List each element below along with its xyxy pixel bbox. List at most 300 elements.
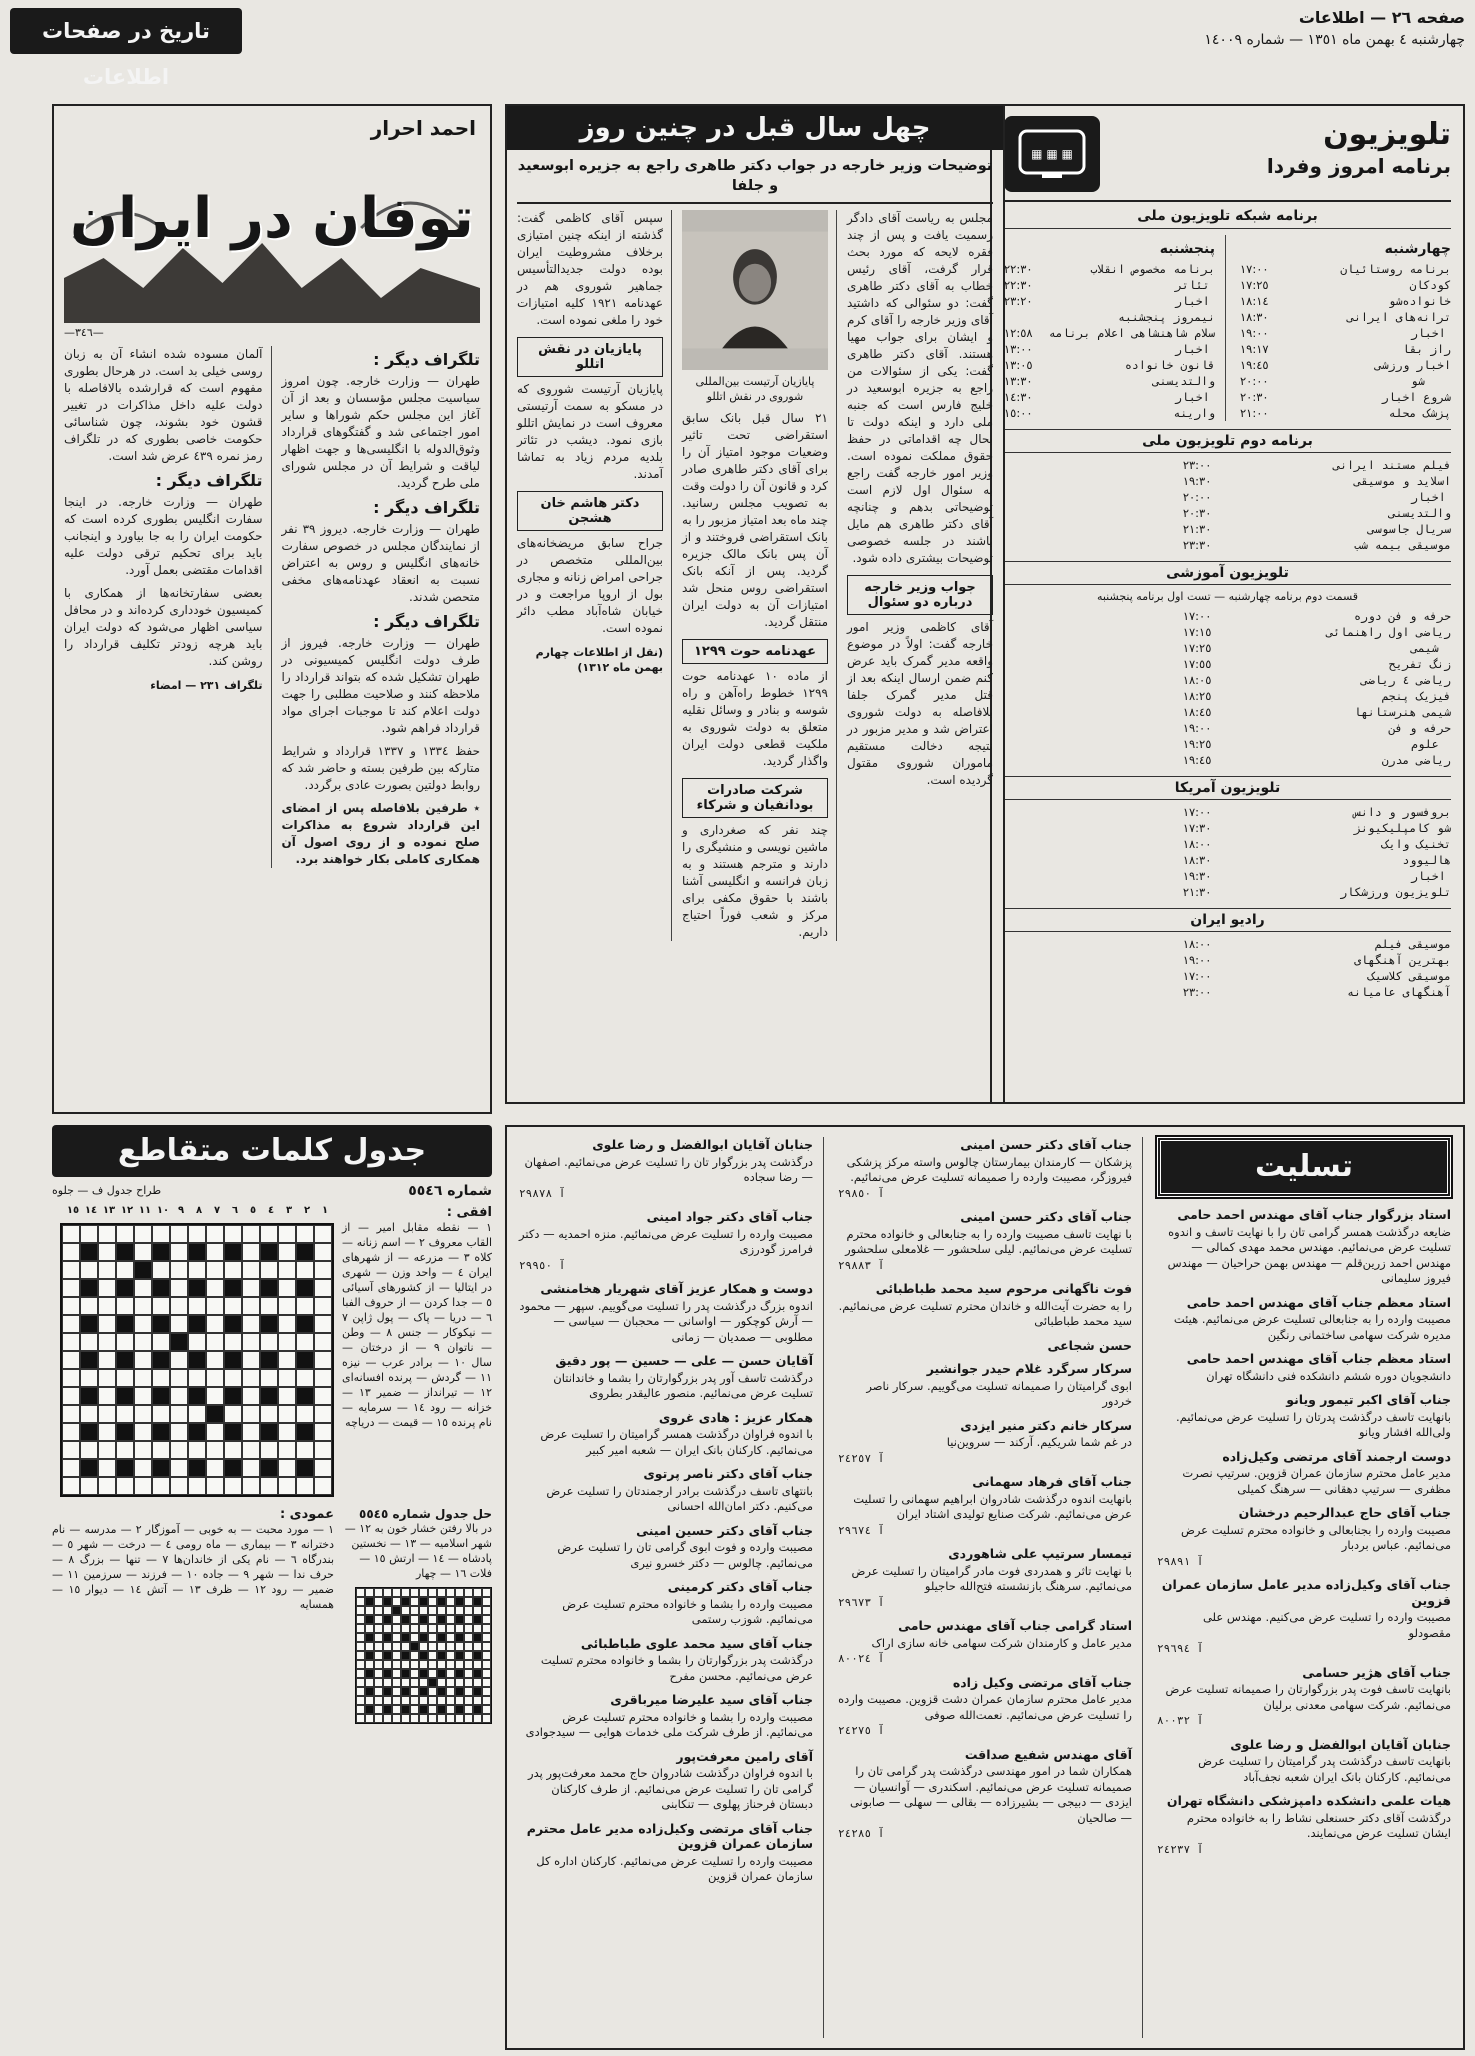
crossword-cell[interactable] [98, 1225, 116, 1243]
tv-us-row [1183, 836, 1451, 852]
crossword-cell[interactable] [134, 1441, 152, 1459]
notice-body: با اندوه فراوان درگذشت شادروان حاج محمد معرفت‌پور پدر گرامی تان را تسلیت عرض می‌نمائیم. از طرف کارکنان دبستان فرحناز پهلوی — تنکابنی [528, 1766, 813, 1811]
notice-code: آ ٢٩٦٩٤ [1157, 1642, 1204, 1655]
crossword-cell[interactable] [134, 1315, 152, 1333]
crossword-cell[interactable] [206, 1333, 224, 1351]
crossword-black-cell [152, 1459, 170, 1477]
crossword-cell[interactable] [206, 1369, 224, 1387]
tv-schedule-edu [1183, 608, 1451, 768]
crossword-cell [437, 1714, 446, 1723]
crossword-cell [383, 1660, 392, 1669]
crossword-cell[interactable] [170, 1225, 188, 1243]
crossword-cell[interactable] [296, 1333, 314, 1351]
crossword-cell[interactable] [98, 1243, 116, 1261]
condolence-notice [519, 1353, 813, 1402]
storm-p8: حفظ ١٣٣٤ و ١٣٣٧ قرارداد و شرایط متارکه بین طرفین بسته و حاضر شد که روابط دولتین بصورت عادی برگردد. [281, 744, 480, 792]
program-title: علوم [1411, 737, 1439, 751]
crossword-cell[interactable] [98, 1387, 116, 1405]
program-title: حرفه و فن [1388, 721, 1451, 735]
crossword-cell[interactable] [314, 1459, 332, 1477]
crossword-cell[interactable] [116, 1477, 134, 1495]
crossword-cell[interactable] [314, 1225, 332, 1243]
crossword-cell[interactable] [242, 1477, 260, 1495]
crossword-cell[interactable] [170, 1441, 188, 1459]
crossword-cell[interactable] [278, 1243, 296, 1261]
program-title: ریاضی ٤ ریاضی [1360, 673, 1451, 687]
program-title: وارینه [1173, 406, 1215, 420]
crossword-cell[interactable] [296, 1441, 314, 1459]
notice-recipient: جناب آقای مرتضی وکیل‌زاده مدیر عامل محترم سازمان عمران قزوین [526, 1820, 813, 1851]
crossword-cell[interactable] [206, 1225, 224, 1243]
crossword-title: جدول کلمات متقاطع [52, 1125, 492, 1177]
crossword-cell[interactable] [80, 1477, 98, 1495]
condolence-notice [519, 1821, 813, 1885]
notice-code: آ ٢٤٢٣٧ [1157, 1842, 1204, 1856]
crossword-cell[interactable] [188, 1369, 206, 1387]
crossword-cell[interactable] [134, 1459, 152, 1477]
crossword-cell [473, 1624, 482, 1633]
crossword-cell[interactable] [152, 1261, 170, 1279]
crossword-cell[interactable] [134, 1297, 152, 1315]
tv-schedule-radio [1183, 936, 1451, 1000]
crossword-cell[interactable] [242, 1459, 260, 1477]
crossword-cell[interactable] [134, 1333, 152, 1351]
crossword-cell [446, 1588, 455, 1597]
crossword-cell[interactable] [206, 1261, 224, 1279]
crossword-cell[interactable] [206, 1351, 224, 1369]
crossword-cell[interactable] [206, 1315, 224, 1333]
crossword-cell[interactable] [80, 1405, 98, 1423]
forty-years-col2: ٢١ سال قبل بانک سابق استقراضی تحت تاثیر وضعیات موجود امتیاز آن را برای آقای دکتر طاهری صادر کرد و قانون آن را دولت وقت به تصویب مجلس رسانید. چند ماه بعد امتیاز مزبور را به بانک استقراضی فروختند و از آن پس بانک مالک جزیره گردید. پس از آنکه بانک استقراضی روس منحل شد امتیازات آن به دولت ایران منتقل گردید. [682, 411, 828, 629]
crossword-cell [392, 1714, 401, 1723]
notice-body: درگذشت آقای دکتر حسنعلی نشاط را به خانواده محترم ایشان تسلیت عرض می‌نمایند. [1186, 1810, 1451, 1840]
crossword-cell[interactable] [242, 1261, 260, 1279]
artist-photo-caption: پایازیان آرتیست بین‌المللی شوروی در نقش اتللو [695, 375, 815, 403]
crossword-cell[interactable] [278, 1477, 296, 1495]
crossword-cell[interactable] [260, 1441, 278, 1459]
crossword-cell[interactable] [116, 1441, 134, 1459]
crossword-cell [410, 1696, 419, 1705]
crossword-cell [356, 1678, 365, 1687]
program-title: شیمی [1411, 641, 1439, 655]
crossword-cell[interactable] [296, 1477, 314, 1495]
crossword-cell[interactable] [278, 1333, 296, 1351]
crossword-cell[interactable] [278, 1261, 296, 1279]
crossword-grid[interactable] [60, 1223, 334, 1497]
notice-body: مصیبت وارده و فوت ابوی گرامی تان را تسلیت عرض می‌نمائیم. چالوس — دکتر خسرو نیری [557, 1540, 813, 1570]
crossword-cell[interactable] [206, 1243, 224, 1261]
crossword-cell[interactable] [278, 1279, 296, 1297]
notice-code: آ ٢٩٨٩١ [1157, 1554, 1204, 1568]
crossword-cell[interactable] [314, 1441, 332, 1459]
crossword-cell[interactable] [134, 1243, 152, 1261]
crossword-cell[interactable] [62, 1405, 80, 1423]
crossword-cell[interactable] [224, 1405, 242, 1423]
notice-recipient: جنابان آقایان ابوالفضل و رضا علوی [1230, 1736, 1451, 1752]
crossword-cell [383, 1696, 392, 1705]
crossword-cell[interactable] [170, 1477, 188, 1495]
notice-recipient: جناب آقای حاج عبدالرحیم درخشان [1238, 1505, 1451, 1520]
crossword-cell [392, 1678, 401, 1687]
crossword-cell [464, 1624, 473, 1633]
program-title: موسیقی کلاسیک [1367, 969, 1451, 983]
crossword-cell [374, 1687, 383, 1696]
crossword-cell[interactable] [278, 1297, 296, 1315]
crossword-cell[interactable] [242, 1225, 260, 1243]
tv-thu-row [1004, 405, 1215, 421]
crossword-cell[interactable] [242, 1369, 260, 1387]
crossword-cell[interactable] [242, 1405, 260, 1423]
crossword-cell[interactable] [170, 1459, 188, 1477]
crossword-cell[interactable] [116, 1369, 134, 1387]
crossword-cell[interactable] [98, 1279, 116, 1297]
crossword-cell[interactable] [188, 1297, 206, 1315]
crossword-cell[interactable] [80, 1225, 98, 1243]
box1-title: عهدنامه حوت ١٢٩٩ [682, 639, 828, 664]
crossword-cell [365, 1660, 374, 1669]
crossword-cell[interactable] [260, 1369, 278, 1387]
crossword-cell[interactable] [242, 1279, 260, 1297]
program-title: تئاتر [1175, 278, 1210, 292]
crossword-cell[interactable] [260, 1297, 278, 1315]
crossword-cell [455, 1588, 464, 1597]
crossword-cell[interactable] [188, 1477, 206, 1495]
crossword-cell [464, 1696, 473, 1705]
crossword-cell [365, 1696, 374, 1705]
crossword-cell[interactable] [314, 1351, 332, 1369]
crossword-black-cell [473, 1669, 482, 1678]
crossword-cell[interactable] [242, 1297, 260, 1315]
crossword-cell[interactable] [296, 1369, 314, 1387]
tv-edu-row [1183, 704, 1451, 720]
crossword-cell [482, 1588, 491, 1597]
condolence-notice [838, 1546, 1132, 1610]
column-number: ٥ [249, 1205, 257, 1216]
crossword-cell[interactable] [98, 1333, 116, 1351]
notice-code: آ ٢٩٨٨٣ [838, 1258, 885, 1272]
crossword-cell[interactable] [206, 1279, 224, 1297]
tv-edu-row [1183, 752, 1451, 768]
crossword-cell[interactable] [296, 1297, 314, 1315]
crossword-cell [464, 1714, 473, 1723]
crossword-cell[interactable] [62, 1333, 80, 1351]
notice-body: با نهایت تاسف مصیبت وارده را به جنابعالی و خانواده محترم تسلیت عرض می‌نمائیم. لیلی سلحشور — غلامعلی سلحشور [845, 1226, 1132, 1256]
crossword-cell[interactable] [170, 1243, 188, 1261]
crossword-cell[interactable] [242, 1441, 260, 1459]
notice-body: پزشکان — کارمندان بیمارستان چالوس واسته مرکز پزشکی فیروزگر، مصیبت وارده را صمیمانه تسلیت عرض می‌نمائیم. [846, 1154, 1132, 1184]
crossword-black-cell [455, 1597, 464, 1606]
notice-recipient: جناب آقای دکتر جواد امینی [646, 1209, 813, 1224]
notice-recipient: استاد بزرگوار جناب آقای مهندس احمد حامی [1177, 1207, 1451, 1222]
crossword-cell[interactable] [242, 1387, 260, 1405]
crossword-cell[interactable] [116, 1225, 134, 1243]
crossword-cell[interactable] [260, 1477, 278, 1495]
crossword-cell [392, 1669, 401, 1678]
crossword-cell [374, 1705, 383, 1714]
crossword-cell [374, 1678, 383, 1687]
crossword-cell[interactable] [278, 1387, 296, 1405]
crossword-cell[interactable] [62, 1351, 80, 1369]
notice-code: آ ٢٩٨٧٨ [519, 1186, 566, 1200]
crossword-cell[interactable] [206, 1387, 224, 1405]
crossword-cell[interactable] [206, 1459, 224, 1477]
crossword-cell[interactable] [116, 1333, 134, 1351]
crossword-cell[interactable] [170, 1261, 188, 1279]
crossword-cell[interactable] [98, 1459, 116, 1477]
crossword-cell[interactable] [98, 1315, 116, 1333]
notice-body: مصیبت وارده را تسلیت عرض می‌کنیم. مهندس علی مقصودلو [1202, 1610, 1451, 1640]
crossword-cell[interactable] [314, 1279, 332, 1297]
program-time: ١٧:٥٥ [1182, 657, 1212, 671]
crossword-cell[interactable] [260, 1405, 278, 1423]
tv-wed-row [1240, 261, 1451, 277]
crossword-cell[interactable] [278, 1405, 296, 1423]
crossword-cell[interactable] [296, 1225, 314, 1243]
crossword-cell[interactable] [80, 1261, 98, 1279]
crossword-cell[interactable] [116, 1261, 134, 1279]
notice-recipient: جنابان آقایان ابوالفضل و رضا علوی [592, 1137, 813, 1152]
crossword-black-cell [401, 1687, 410, 1696]
crossword-cell[interactable] [224, 1261, 242, 1279]
crossword-cell[interactable] [314, 1387, 332, 1405]
crossword-cell[interactable] [62, 1279, 80, 1297]
crossword-cell [383, 1714, 392, 1723]
crossword-cell[interactable] [62, 1387, 80, 1405]
crossword-cell[interactable] [188, 1333, 206, 1351]
crossword-cell[interactable] [314, 1297, 332, 1315]
tv-logo [1004, 116, 1100, 192]
crossword-cell [374, 1651, 383, 1660]
crossword-cell[interactable] [206, 1423, 224, 1441]
crossword-cell[interactable] [314, 1369, 332, 1387]
crossword-cell[interactable] [134, 1369, 152, 1387]
crossword-cell[interactable] [188, 1261, 206, 1279]
crossword-black-cell [116, 1351, 134, 1369]
crossword-cell[interactable] [278, 1315, 296, 1333]
crossword-cell[interactable] [314, 1315, 332, 1333]
crossword-cell[interactable] [170, 1387, 188, 1405]
crossword-cell [374, 1633, 383, 1642]
crossword-cell [383, 1642, 392, 1651]
notice-body: ابوی گرامیتان را صمیمانه تسلیت می‌گوییم. سرکار ناصر خردور [866, 1378, 1132, 1408]
storm-p1: طهران — وزارت خارجه. چون امروز سیاسیت مجلس مؤسسان و بعد از آن آغاز این مجلس حکم شوراها و سایر امور اجتماعی شد و گفتگوهای قرارداد وثوق‌الدوله با انگلیسی‌ها و جهت اظهار لیاقت و شرایط آن در مجلس شورای ملی طرح گردید. [281, 374, 480, 490]
crossword-cell[interactable] [134, 1405, 152, 1423]
crossword-cell[interactable] [224, 1441, 242, 1459]
crossword-cell [446, 1615, 455, 1624]
crossword-cell[interactable] [134, 1387, 152, 1405]
crossword-cell[interactable] [170, 1423, 188, 1441]
condolence-notice [1157, 1295, 1451, 1344]
crossword-cell[interactable] [62, 1315, 80, 1333]
crossword-cell[interactable] [98, 1351, 116, 1369]
crossword-cell[interactable] [134, 1225, 152, 1243]
crossword-cell[interactable] [224, 1225, 242, 1243]
crossword-cell[interactable] [314, 1423, 332, 1441]
crossword-cell [446, 1696, 455, 1705]
program-time: ١٨:٣٠ [1240, 310, 1269, 324]
program-time: ١٨:٢٥ [1182, 689, 1212, 703]
notice-recipient: سرکار سرگرد غلام حیدر جوانشیر [926, 1361, 1132, 1376]
crossword-cell[interactable] [188, 1225, 206, 1243]
crossword-cell[interactable] [152, 1225, 170, 1243]
tv-subtitle: برنامه امروز وفردا [1266, 154, 1451, 178]
crossword-cell[interactable] [170, 1279, 188, 1297]
crossword-cell[interactable] [206, 1441, 224, 1459]
crossword-cell[interactable] [98, 1441, 116, 1459]
column-number: ١٠ [156, 1205, 170, 1216]
tv-net2-row [1183, 489, 1451, 505]
crossword-cell[interactable] [278, 1459, 296, 1477]
crossword-column-numbers [52, 1205, 334, 1223]
crossword-cell[interactable] [134, 1279, 152, 1297]
crossword-cell[interactable] [134, 1477, 152, 1495]
crossword-cell[interactable] [296, 1261, 314, 1279]
crossword-black-cell [401, 1615, 410, 1624]
crossword-cell[interactable] [80, 1297, 98, 1315]
crossword-cell [455, 1678, 464, 1687]
crossword-cell[interactable] [62, 1261, 80, 1279]
program-time: ٢١:٣٠ [1182, 885, 1212, 899]
crossword-cell[interactable] [116, 1405, 134, 1423]
crossword-cell[interactable] [80, 1441, 98, 1459]
crossword-cell[interactable] [98, 1261, 116, 1279]
crossword-cell[interactable] [62, 1369, 80, 1387]
crossword-cell[interactable] [206, 1477, 224, 1495]
crossword-cell[interactable] [170, 1351, 188, 1369]
crossword-cell[interactable] [62, 1225, 80, 1243]
crossword-cell[interactable] [224, 1297, 242, 1315]
crossword-cell[interactable] [62, 1441, 80, 1459]
condolence-notice [1157, 1351, 1451, 1384]
crossword-cell[interactable] [188, 1441, 206, 1459]
program-title: فیلم مستند ایرانی [1333, 458, 1451, 472]
crossword-cell[interactable] [98, 1423, 116, 1441]
notice-body: همکاران شما در امور مهندسی درگذشت پدر گرامی تان را صمیمانه تسلیت عرض می‌نمائیم. اسکندری — آوانسیان — ایزدی — دبیجی — بشیرزاده — بقالی — سهلی — صابونی — صالحیان [849, 1764, 1132, 1825]
tv-thu-row [1004, 277, 1215, 293]
crossword-cell[interactable] [314, 1243, 332, 1261]
crossword-cell [365, 1588, 374, 1597]
crossword-cell[interactable] [152, 1405, 170, 1423]
tv-wed-row [1240, 325, 1451, 341]
program-time: ٢٠:٣٠ [1182, 506, 1212, 520]
crossword-cell[interactable] [170, 1405, 188, 1423]
crossword-cell[interactable] [296, 1405, 314, 1423]
crossword-cell[interactable] [188, 1405, 206, 1423]
crossword-cell[interactable] [260, 1333, 278, 1351]
program-time: ١٧:٠٠ [1240, 262, 1269, 276]
crossword-cell[interactable] [314, 1333, 332, 1351]
crossword-cell[interactable] [152, 1477, 170, 1495]
crossword-black-cell [260, 1279, 278, 1297]
crossword-black-cell [419, 1615, 428, 1624]
crossword-black-cell [455, 1651, 464, 1660]
program-title: بهترین آهنگهای [1354, 953, 1451, 967]
archive-banner: تاریخ در صفحات اطلاعات [10, 8, 242, 54]
crossword-cell[interactable] [206, 1297, 224, 1315]
crossword-cell[interactable] [278, 1423, 296, 1441]
crossword-cell[interactable] [98, 1477, 116, 1495]
crossword-cell [455, 1606, 464, 1615]
crossword-black-cell [365, 1687, 374, 1696]
crossword-cell[interactable] [62, 1477, 80, 1495]
crossword-cell[interactable] [224, 1333, 242, 1351]
crossword-cell[interactable] [134, 1423, 152, 1441]
program-time: ١٩:٣٠ [1182, 869, 1212, 883]
crossword-cell[interactable] [116, 1297, 134, 1315]
crossword-cell [383, 1606, 392, 1615]
crossword-cell [482, 1678, 491, 1687]
crossword-cell[interactable] [278, 1351, 296, 1369]
crossword-cell[interactable] [278, 1441, 296, 1459]
notice-recipient: جناب آقای سید علیرضا میرباقری [610, 1692, 813, 1707]
crossword-cell [356, 1705, 365, 1714]
crossword-cell[interactable] [260, 1261, 278, 1279]
crossword-cell[interactable] [134, 1351, 152, 1369]
crossword-cell[interactable] [62, 1459, 80, 1477]
crossword-cell[interactable] [170, 1297, 188, 1315]
crossword-cell [410, 1660, 419, 1669]
crossword-cell[interactable] [314, 1477, 332, 1495]
crossword-black-cell [365, 1651, 374, 1660]
telegram-label-3: تلگراف دیگر : [373, 612, 480, 631]
crossword-cell[interactable] [80, 1333, 98, 1351]
crossword-cell[interactable] [152, 1333, 170, 1351]
notice-body: بانهایت تاسف درگذشت پدرتان را تسلیت عرض می‌نمائیم. ولی‌الله افشار ویانو [1175, 1409, 1451, 1439]
crossword-cell[interactable] [278, 1369, 296, 1387]
crossword-cell[interactable] [242, 1423, 260, 1441]
crossword-cell[interactable] [224, 1477, 242, 1495]
crossword-cell[interactable] [170, 1315, 188, 1333]
crossword-cell[interactable] [242, 1333, 260, 1351]
program-time: ٢٣:٣٠ [1182, 538, 1212, 552]
crossword-cell[interactable] [314, 1405, 332, 1423]
tv-schedule-us [1183, 804, 1451, 900]
crossword-black-cell [473, 1705, 482, 1714]
crossword-cell[interactable] [170, 1369, 188, 1387]
crossword-cell[interactable] [152, 1369, 170, 1387]
crossword-cell[interactable] [278, 1225, 296, 1243]
crossword-cell[interactable] [98, 1297, 116, 1315]
crossword-cell [437, 1606, 446, 1615]
program-time: ١٤:٣٠ [1004, 390, 1033, 404]
crossword-cell[interactable] [62, 1297, 80, 1315]
notice-code: آ ٢٩٦٧٣ [838, 1595, 885, 1609]
crossword-cell[interactable] [62, 1423, 80, 1441]
notice-code: آ ٢٤٢٧٥ [838, 1724, 885, 1737]
crossword-cell [410, 1705, 419, 1714]
crossword-cell[interactable] [242, 1315, 260, 1333]
crossword-cell[interactable] [98, 1405, 116, 1423]
program-time: ٢١:٠٠ [1240, 406, 1269, 420]
crossword-cell[interactable] [98, 1369, 116, 1387]
crossword-cell[interactable] [314, 1261, 332, 1279]
crossword-cell[interactable] [152, 1297, 170, 1315]
tv-thu-row [1004, 309, 1215, 325]
crossword-cell[interactable] [242, 1243, 260, 1261]
condolence-notice [838, 1361, 1132, 1410]
crossword-cell [446, 1624, 455, 1633]
crossword-cell[interactable] [80, 1369, 98, 1387]
crossword-cell[interactable] [152, 1441, 170, 1459]
crossword-cell [437, 1624, 446, 1633]
crossword-cell[interactable] [242, 1351, 260, 1369]
box2-text: آقای کاظمی وزیر امور خارجه گفت: اولاً در موضوع واقعه مدیر گمرک باید عرض کنم ضمن ارسال اینکه بعد از قتل مدیر گمرک جلفا بلافاصله به دولت شوروی اعتراض شد و مدیر مزبور در نتیجه دخالت مستقیم ماموران شوروی مقتول گردیده است. [847, 620, 993, 787]
crossword-cell[interactable] [62, 1243, 80, 1261]
crossword-cell[interactable] [224, 1369, 242, 1387]
crossword-cell[interactable] [260, 1225, 278, 1243]
crossword-cell [365, 1714, 374, 1723]
telegram-label-4: تلگراف دیگر : [155, 471, 263, 490]
